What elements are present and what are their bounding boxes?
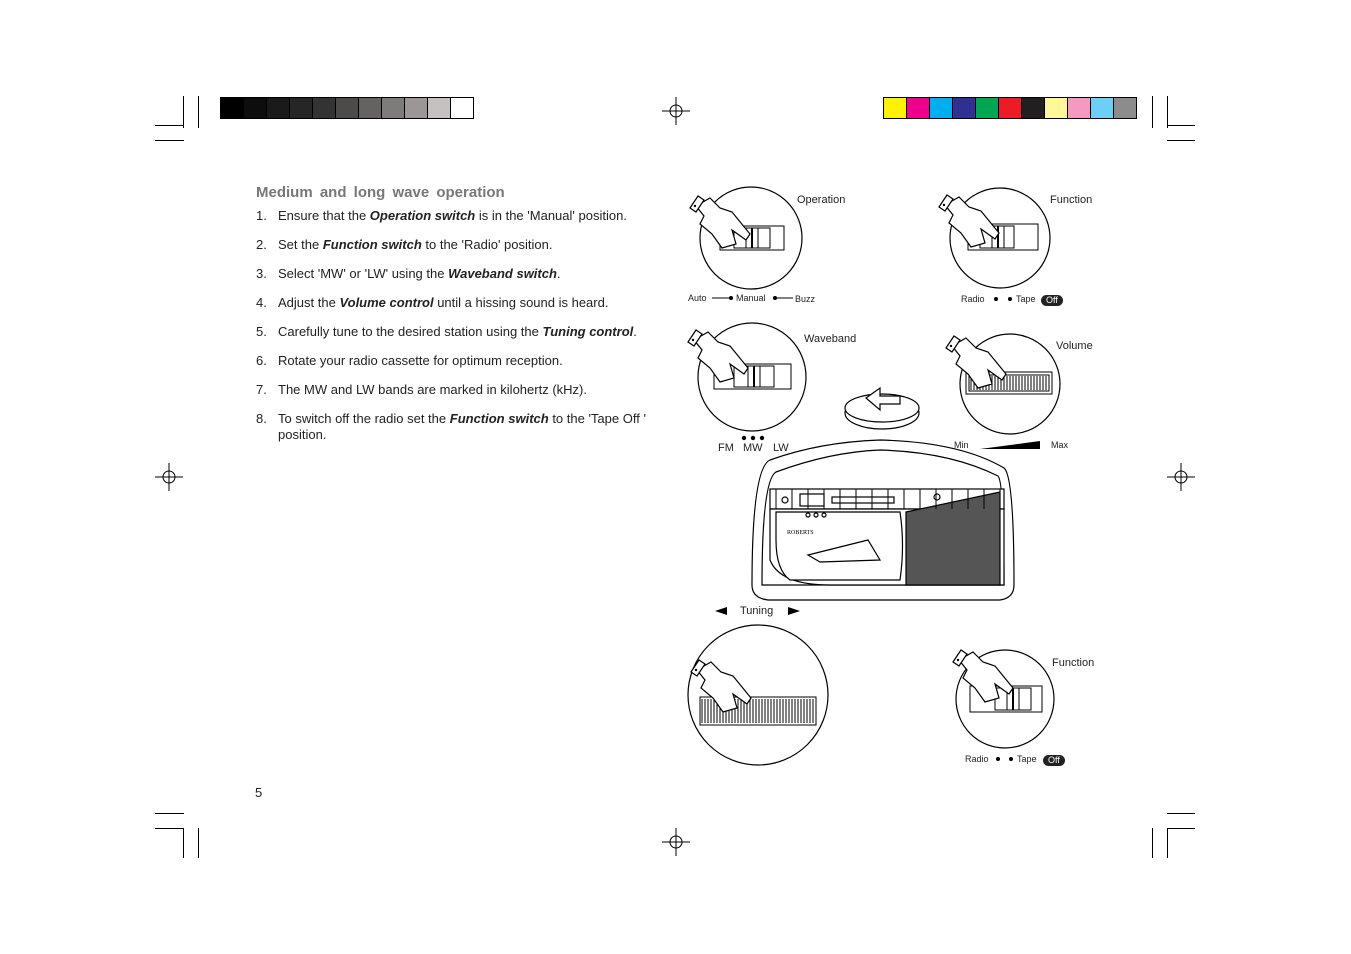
tape-label: Tape [1017,754,1037,764]
list-item: 6. Rotate your radio cassette for optimum reception. [256,353,563,368]
lw-label: LW [773,442,789,454]
tape-label: Tape [1016,294,1036,304]
manual-label: Manual [736,293,766,303]
mw-label: MW [743,442,763,454]
auto-label: Auto [688,293,707,303]
list-item: 1. Ensure that the Operation switch is in the 'Manual' position. [256,208,627,223]
volume-control-figure [946,334,1060,449]
volume-max-label: Max [1051,440,1069,450]
list-item: 3. Select 'MW' or 'LW' using the Waveband switch. [256,266,561,281]
function-switch-figure [953,650,1054,761]
waveband-switch-figure [688,323,806,440]
radio-label: Radio [961,294,985,304]
page-number: 5 [255,785,263,800]
list-item: 2. Set the Function switch to the 'Radio' position. [256,237,553,252]
list-item: 4. Adjust the Volume control until a hissing sound is heard. [256,295,609,310]
list-item: 8. To switch off the radio set the Function switch to the 'Tape Off ' position. [256,411,646,442]
operation-switch-figure [690,187,802,300]
list-item: 5. Carefully tune to the desired station using the Tuning control. [256,324,637,339]
function-label: Function [1050,194,1093,206]
radio-brand-logo: ROBERTS [787,530,814,536]
tuning-label: Tuning [740,605,774,617]
section-title: Medium and long wave operation [256,184,505,201]
operation-label: Operation [797,194,846,206]
buzz-label: Buzz [795,294,816,304]
radio-label: Radio [965,754,989,764]
function-label: Function [1052,657,1095,669]
volume-min-label: Min [954,440,969,450]
function-switch-figure [939,188,1050,301]
tuning-control-figure [688,625,828,765]
off-badge: Off [1043,754,1065,766]
volume-label: Volume [1056,340,1093,352]
fm-label: FM [718,442,734,454]
rotate-arrow-icon [845,388,919,429]
radio-cassette-illustration [752,440,1014,600]
off-badge: Off [1041,294,1063,306]
tuning-right-arrow-icon [788,607,800,615]
list-item: 7. The MW and LW bands are marked in kilohertz (kHz). [256,382,587,397]
tuning-left-arrow-icon [715,607,727,615]
waveband-label: Waveband [804,333,857,345]
